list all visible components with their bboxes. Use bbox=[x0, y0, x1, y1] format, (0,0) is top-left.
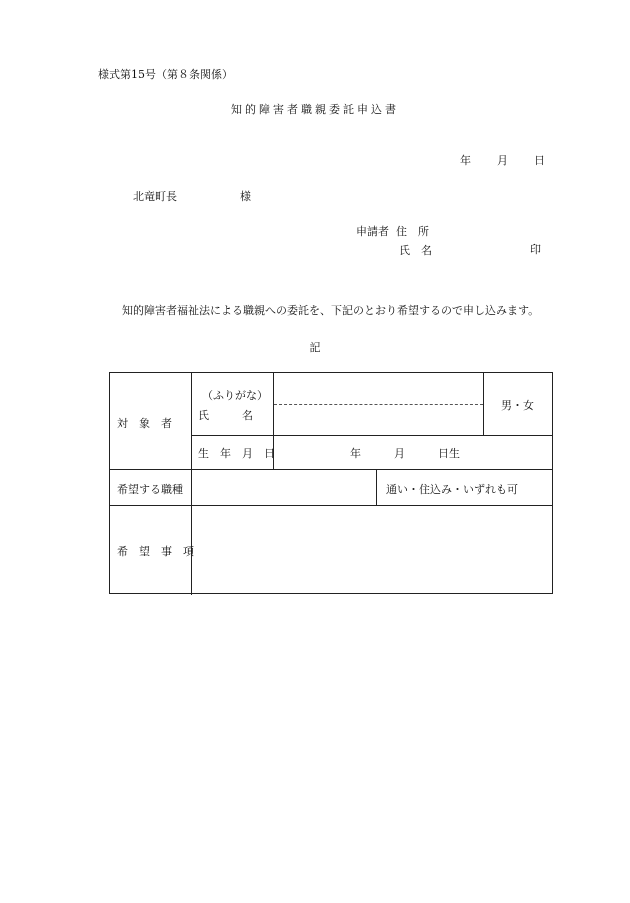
ki-heading: 記 bbox=[309, 341, 321, 354]
subject-label: 対 象 者 bbox=[117, 417, 172, 430]
col-divider-commute bbox=[376, 469, 377, 505]
row-divider-name-dob bbox=[192, 435, 553, 436]
addressee bbox=[133, 188, 251, 204]
seal-mark: 印 bbox=[530, 243, 541, 256]
application-table bbox=[109, 372, 553, 594]
col-divider-gender bbox=[483, 373, 484, 435]
date-year-label: 年 bbox=[460, 154, 471, 167]
applicant-row-address bbox=[356, 222, 432, 241]
date-line bbox=[460, 152, 545, 168]
applicant-name-label: 氏 名 bbox=[399, 244, 432, 257]
furigana-input-area[interactable] bbox=[274, 374, 482, 403]
applicant-row-name bbox=[356, 241, 432, 260]
applicant-label: 申請者 bbox=[356, 225, 389, 238]
wishes-input-area[interactable] bbox=[192, 506, 552, 593]
applicant-block bbox=[356, 222, 432, 260]
dob-label: 生 年 月 日 bbox=[198, 447, 275, 460]
date-day-label: 日 bbox=[534, 154, 545, 167]
gender-options: 男・女 bbox=[501, 399, 534, 412]
dob-value: 年 月 日生 bbox=[350, 447, 460, 460]
job-input-area[interactable] bbox=[192, 470, 375, 504]
name-input-area[interactable] bbox=[274, 406, 482, 434]
name-label: 氏 名 bbox=[198, 409, 253, 422]
applicant-address-label: 住 所 bbox=[396, 225, 429, 238]
form-number: 様式第15号（第８条関係） bbox=[98, 68, 233, 81]
commute-options: 通い・住込み・いずれも可 bbox=[386, 483, 518, 496]
addressee-name: 北竜町長 bbox=[133, 190, 177, 203]
document-title: 知的障害者職親委託申込書 bbox=[231, 103, 399, 116]
intro-text: 知的障害者福祉法による職親への委託を、下記のとおり希望するので申し込みます。 bbox=[122, 304, 540, 317]
wishes-label: 希 望 事 項 bbox=[117, 545, 194, 558]
addressee-honorific: 様 bbox=[240, 190, 251, 203]
job-label: 希望する職種 bbox=[117, 483, 183, 496]
furigana-label: （ふりがな） bbox=[202, 389, 268, 402]
furigana-dashed-line bbox=[274, 404, 483, 405]
date-month-label: 月 bbox=[497, 154, 508, 167]
